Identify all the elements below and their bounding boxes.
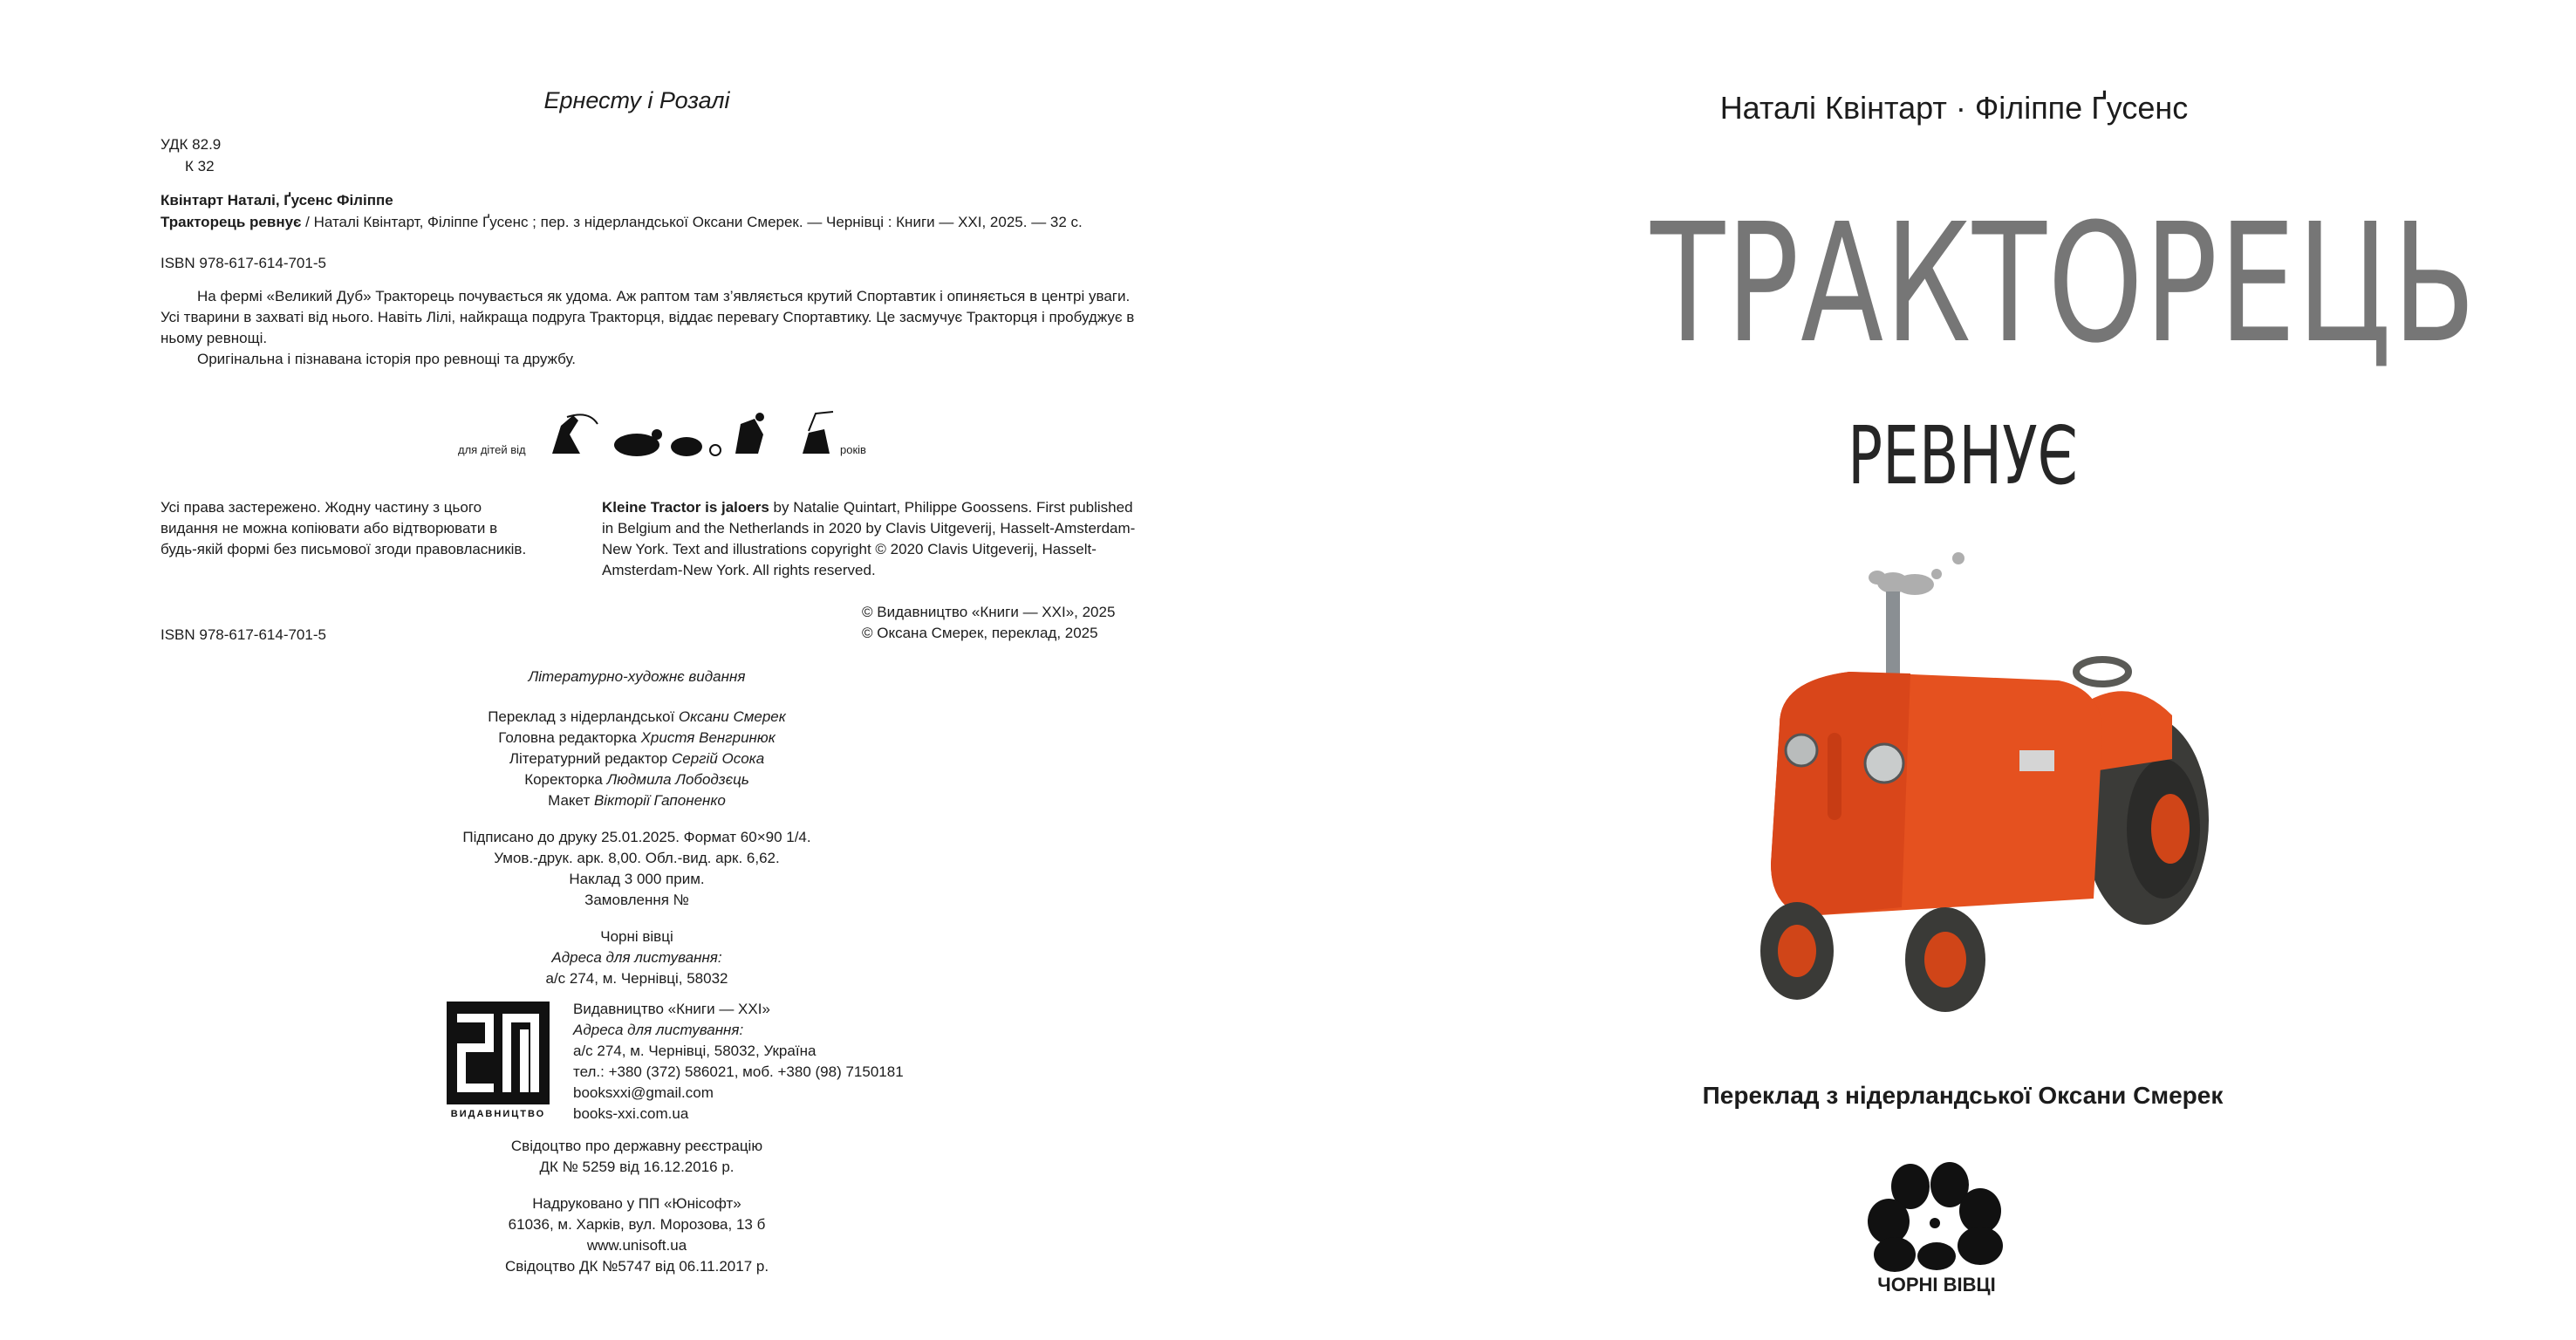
translator-credit: Переклад з нідерландської Оксани Смерек [1702, 1082, 2224, 1109]
isbn-secondary: ISBN 978-617-614-701-5 [161, 626, 326, 643]
bibliographic-authors: Квінтарт Наталі, Ґусенс Філіппе [161, 192, 393, 209]
printer-line: 61036, м. Харків, вул. Морозова, 13 б [508, 1216, 766, 1233]
author-code: К 32 [185, 158, 215, 174]
dedication: Ернесту і Розалі [543, 87, 730, 113]
credit-line: Переклад з нідерландської Оксани Смерек [488, 708, 786, 725]
publisher-logo-label: ВИДАВНИЦТВО [450, 1109, 546, 1119]
credit-line: Головна редакторка Христя Венгринюк [498, 729, 776, 746]
print-info-line: Замовлення № [584, 892, 689, 908]
bibliographic-record [161, 212, 1155, 233]
credit-line: Коректорка Людмила Лободзєць [524, 771, 749, 788]
age-figure-icon [803, 412, 833, 454]
rights-notice: Усі права застережено. Жодну частину з цього видання не можна копіювати або відтворювати в будь-якій формі без письмової згоди правовласників. [161, 499, 527, 557]
publisher-phone: тел.: +380 (372) 586021, моб. +380 (98) 7150181 [573, 1063, 904, 1080]
original-credits: by Natalie Quintart, Philippe Goossens. First published in Belgium and the Netherlands in 2020 by Clavis Uitgeverij, Hasselt-Amsterdam-New York. Text and illustrations copyright © 2020 Clavis Uitgeverij, Hasselt-Amsterdam-New York. All rights reserved. [602, 499, 1136, 578]
book-subtitle: РЕВНУЄ [1848, 409, 2078, 502]
imprint-logo-label: ЧОРНІ ВІВЦІ [1877, 1274, 1996, 1296]
isbn: ISBN 978-617-614-701-5 [161, 255, 326, 271]
registration-line: ДК № 5259 від 16.12.2016 р. [539, 1159, 735, 1175]
original-edition-info [602, 497, 1143, 581]
registration-and-printer [454, 1136, 820, 1277]
print-info-line: Наклад 3 000 прим. [569, 871, 705, 887]
age-figure-icon [671, 437, 721, 456]
credit-line: Літературний редактор Сергій Осока [509, 750, 765, 767]
printer-line: Надруковано у ПП «Юнісофт» [532, 1195, 741, 1212]
age-prefix-label: для дітей від [458, 443, 526, 456]
credit-line: Макет Вікторії Гапоненко [548, 792, 726, 809]
edition-type: Літературно-художнє видання [528, 668, 746, 685]
smoke-puffs [1869, 552, 1964, 595]
annotation-paragraph: Оригінальна і пізнавана історія про ревнощі та дружбу. [197, 351, 577, 367]
copyright-block [862, 602, 1115, 644]
age-figure-icon [614, 429, 662, 456]
udk-index: УДК 82.9 [161, 136, 222, 153]
bibliographic-title: Тракторець ревнує [161, 214, 302, 230]
publisher-address: а/с 274, м. Чернівці, 58032, Україна [573, 1043, 817, 1059]
printer-line: Свідоцтво ДК №5747 від 06.11.2017 р. [504, 1258, 769, 1275]
print-info-line: Умов.-друк. арк. 8,00. Обл.-вид. арк. 6,62. [494, 850, 780, 866]
annotation-paragraph: На фермі «Великий Дуб» Тракторець почувається як удома. Аж раптом там з’являється крутий Спортавтик і опиняється в центрі уваги. Усі тварини в захваті від нього. Навіть Лілі, найкраща подруга Тракторця, віддає перевагу Спортавтику. Це засмучує Тракторця і пробуджує в ньому ревнощі. [161, 288, 1135, 346]
registration-line: Свідоцтво про державну реєстрацію [510, 1138, 763, 1154]
age-rating-strip [458, 400, 866, 466]
publisher-logo [447, 1002, 550, 1120]
imprint-block [401, 667, 872, 989]
publisher-email: booksxxi@gmail.com [573, 1084, 714, 1101]
publisher-website: books-xxi.com.ua [573, 1105, 689, 1122]
age-figure-icon [552, 414, 598, 454]
copyright-line: © Оксана Смерек, переклад, 2025 [862, 625, 1098, 641]
publisher-contacts [573, 999, 904, 1125]
book-title: ТРАКТОРЕЦЬ [1650, 188, 2477, 379]
book-authors: Наталі Квінтарт · Філіппе Ґусенс [1719, 90, 2189, 126]
age-suffix-label: років [840, 443, 866, 456]
imprint-address-label: Адреса для листування: [551, 949, 722, 966]
original-title: Kleine Tractor is jaloers [602, 499, 769, 516]
imprint-address: а/с 274, м. Чернівці, 58032 [545, 970, 728, 987]
tractor-illustration [1649, 532, 2216, 1021]
age-figure-icon [735, 413, 764, 454]
print-info-line: Підписано до друку 25.01.2025. Формат 60×90 1/4. [462, 829, 811, 845]
publisher-address-label: Адреса для листування: [573, 1022, 744, 1038]
copyright-line: © Видавництво «Книги — XXI», 2025 [862, 604, 1116, 620]
annotation [161, 286, 1138, 370]
imprint-name: Чорні вівці [600, 928, 673, 945]
publisher-name: Видавництво «Книги — XXI» [573, 1001, 770, 1017]
bibliographic-details: / Наталі Квінтарт, Філіппе Ґусенс ; пер. з нідерландської Оксани Смерек. — Чернівці : Книги — XXI, 2025. — 32 с. [301, 214, 1083, 230]
printer-line: www.unisoft.ua [586, 1237, 687, 1254]
